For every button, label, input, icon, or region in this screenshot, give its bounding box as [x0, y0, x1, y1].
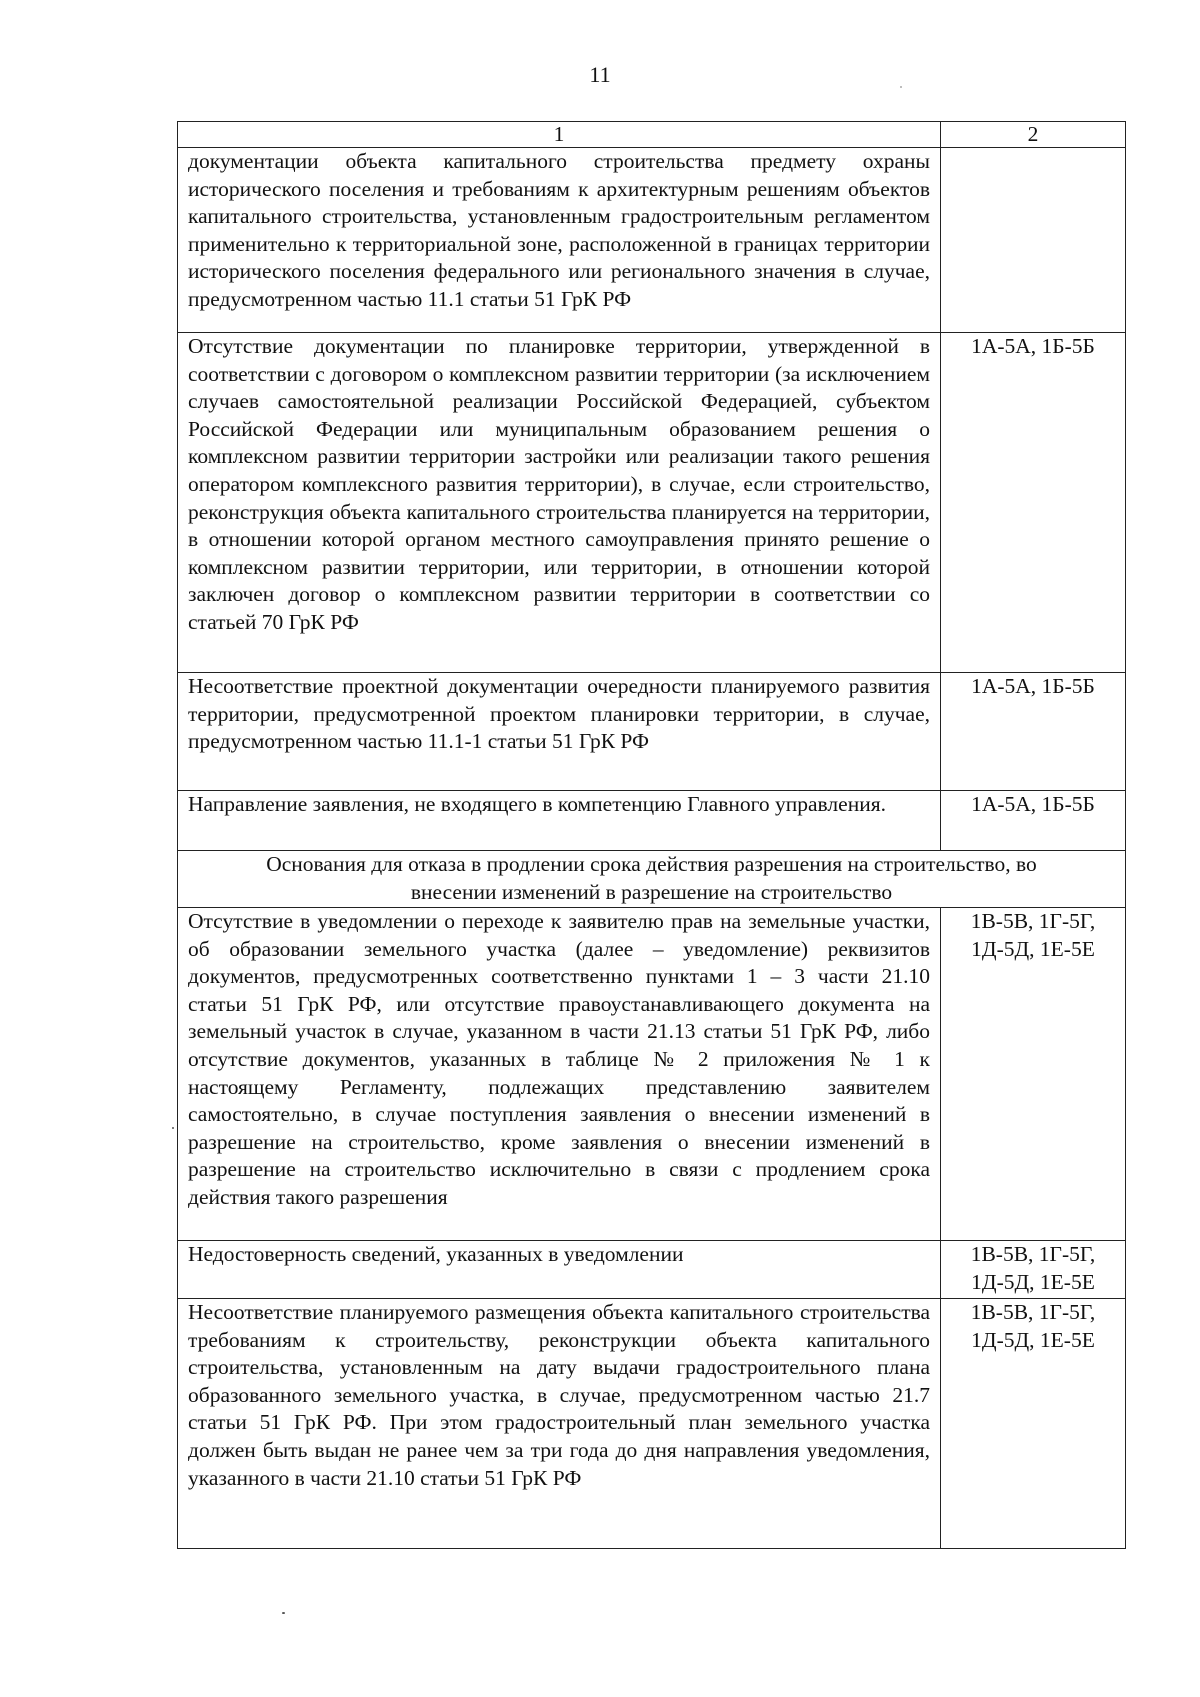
column-header-1: 1 — [178, 122, 941, 148]
applicable-codes: 1А-5А, 1Б-5Б — [941, 791, 1126, 851]
column-header-2: 2 — [941, 122, 1126, 148]
applicable-codes: 1В-5В, 1Г-5Г, 1Д-5Д, 1Е-5Е — [941, 1299, 1126, 1549]
applicable-codes — [941, 148, 1126, 333]
ground-description: Направление заявления, не входящего в компетенцию Главного управления. — [178, 791, 941, 851]
table-row — [178, 1299, 1126, 1549]
table-header-row — [178, 122, 1126, 148]
page-number: 11 — [589, 62, 611, 87]
table-row — [178, 148, 1126, 333]
section-header: Основания для отказа в продлении срока действия разрешения на строительство, во внесении изменений в разрешение на строительство — [178, 851, 1126, 908]
applicable-codes: 1А-5А, 1Б-5Б — [941, 333, 1126, 673]
scan-speck — [282, 1612, 285, 1614]
table-row — [178, 333, 1126, 673]
table-row — [178, 791, 1126, 851]
ground-description: Отсутствие документации по планировке территории, утвержденной в соответствии с договором о комплексном развитии территории (за исключением случаев самостоятельной реализации Российской Федерацией, субъектом Российской Федерации или муниципальным образованием решения о комплексном развитии территории застройки или реализации такого решения оператором комплексного развития территории), в случае, если строительство, реконструкция объекта капитального строительства планируется на территории, в отношении которой органом местного самоуправления принято решение о комплексном развитии территории, или территории, в отношении которой заключен договор о комплексном развитии территории в соответствии со статьей 70 ГрК РФ — [178, 333, 941, 673]
table-row — [178, 1241, 1126, 1299]
grounds-table — [177, 121, 1126, 1549]
ground-description: документации объекта капитального строительства предмету охраны исторического поселения и требованиям к архитектурным решениям объектов капитального строительства, установленным градостроительным регламентом применительно к территориальной зоне, расположенной в границах территории исторического поселения федерального или регионального значения в случае, предусмотренном частью 11.1 статьи 51 ГрК РФ — [178, 148, 941, 333]
scan-speck — [172, 1127, 174, 1129]
ground-description: Отсутствие в уведомлении о переходе к заявителю прав на земельные участки, об образовании земельного участка (далее – уведомление) реквизитов документов, предусмотренных соответственно пунктами 1 – 3 части 21.10 статьи 51 ГрК РФ, или отсутствие правоустанавливающего документа на земельный участок в случае, указанном в части 21.13 статьи 51 ГрК РФ, либо отсутствие документов, указанных в таблице № 2 приложения № 1 к настоящему Регламенту, подлежащих представлению заявителем самостоятельно, в случае поступления заявления о внесении изменений в разрешение на строительство, кроме заявления о внесении изменений в разрешение на строительство исключительно в связи с продлением срока действия такого разрешения — [178, 908, 941, 1241]
applicable-codes: 1А-5А, 1Б-5Б — [941, 673, 1126, 791]
applicable-codes: 1В-5В, 1Г-5Г, 1Д-5Д, 1Е-5Е — [941, 1241, 1126, 1299]
ground-description: Несоответствие планируемого размещения объекта капитального строительства требованиям к строительству, реконструкции объекта капитального строительства, установленным на дату выдачи градостроительного плана образованного земельного участка, в случае, предусмотренном частью 21.7 статьи 51 ГрК РФ. При этом градостроительный план земельного участка должен быть выдан не ранее чем за три года до дня направления уведомления, указанного в части 21.10 статьи 51 ГрК РФ — [178, 1299, 941, 1549]
table-row — [178, 673, 1126, 791]
applicable-codes: 1В-5В, 1Г-5Г, 1Д-5Д, 1Е-5Е — [941, 908, 1126, 1241]
scan-speck — [900, 86, 902, 88]
ground-description: Недостоверность сведений, указанных в уведомлении — [178, 1241, 941, 1299]
section-header-row — [178, 851, 1126, 908]
ground-description: Несоответствие проектной документации очередности планируемого развития территории, предусмотренной проектом планировки территории, в случае, предусмотренном частью 11.1-1 статьи 51 ГрК РФ — [178, 673, 941, 791]
table-row — [178, 908, 1126, 1241]
